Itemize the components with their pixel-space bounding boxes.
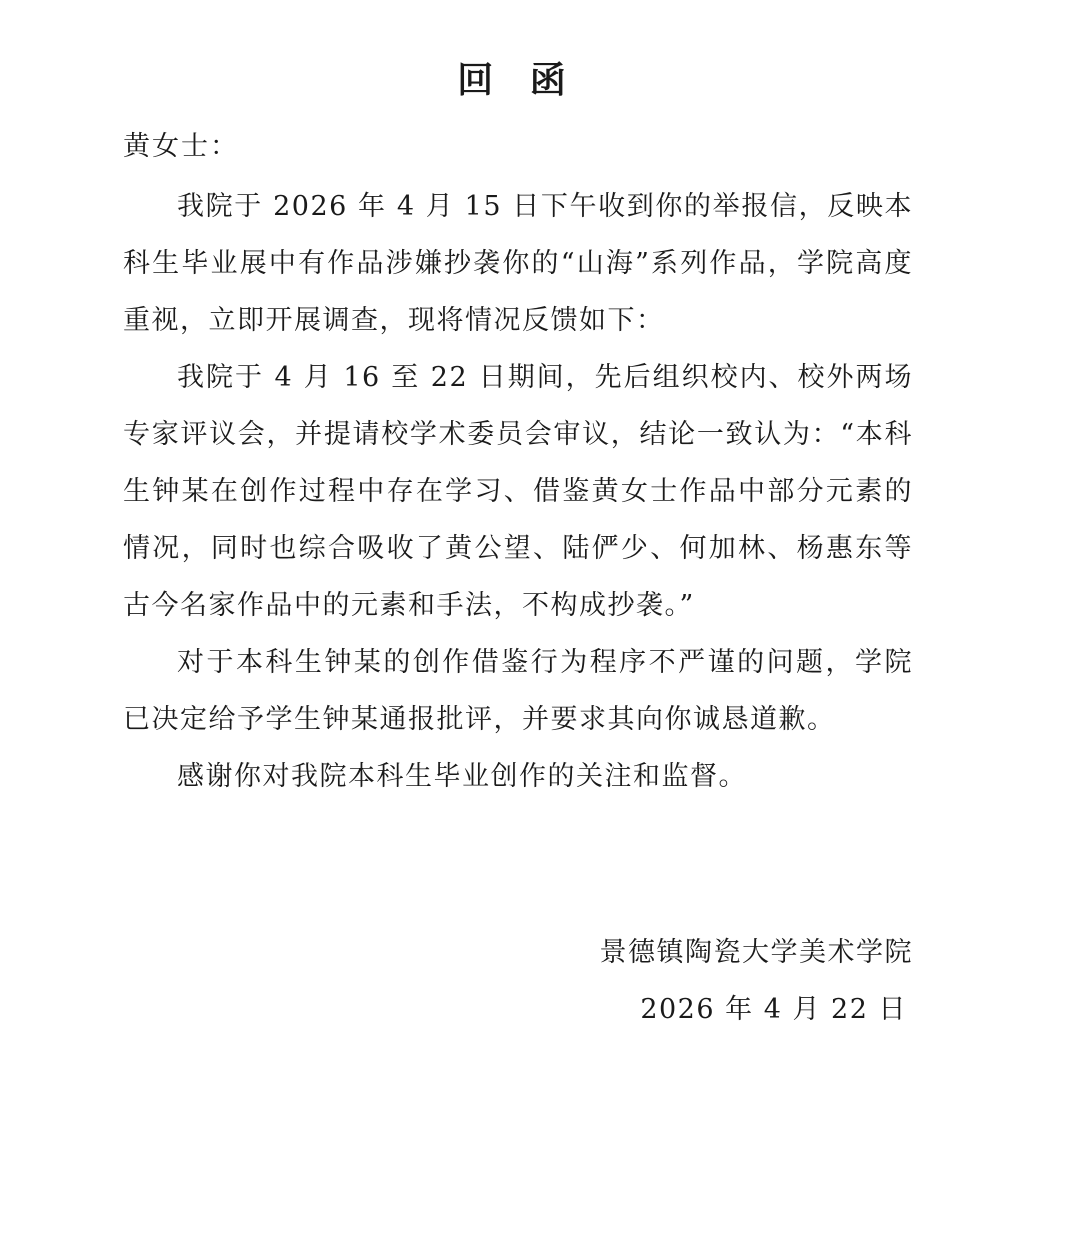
- paragraph-investigation-conclusion: 我院于 4 月 16 至 22 日期间，先后组织校内、校外两场专家评议会，并提请校学术委员会审议，结论一致认为：“本科生钟某在创作过程中存在学习、借鉴黄女士作品中部分元素的情况，同时也综合吸收了黄公望、陆俨少、何加林、杨惠东等古今名家作品中的元素和手法，不构成抄袭。”: [123, 362, 913, 621]
- letter-body: [123, 178, 913, 805]
- signature-date: 2026 年 4 月 22 日: [640, 994, 907, 1025]
- paragraph-disciplinary-action: 对于本科生钟某的创作借鉴行为程序不严谨的问题，学院已决定给予学生钟某通报批评，并要求其向你诚恳道歉。: [123, 647, 913, 735]
- paragraph-thanks: 感谢你对我院本科生毕业创作的关注和监督。: [177, 761, 747, 792]
- signature-block: [600, 924, 914, 1038]
- paragraph-report-received: 我院于 2026 年 4 月 15 日下午收到你的举报信，反映本科生毕业展中有作品涉嫌抄袭你的“山海”系列作品，学院高度重视，立即开展调查，现将情况反馈如下：: [123, 191, 913, 336]
- signature-organization: 景德镇陶瓷大学美术学院: [599, 937, 913, 968]
- salutation: 黄女士：: [123, 131, 239, 162]
- letter-title: 回 函: [457, 59, 578, 101]
